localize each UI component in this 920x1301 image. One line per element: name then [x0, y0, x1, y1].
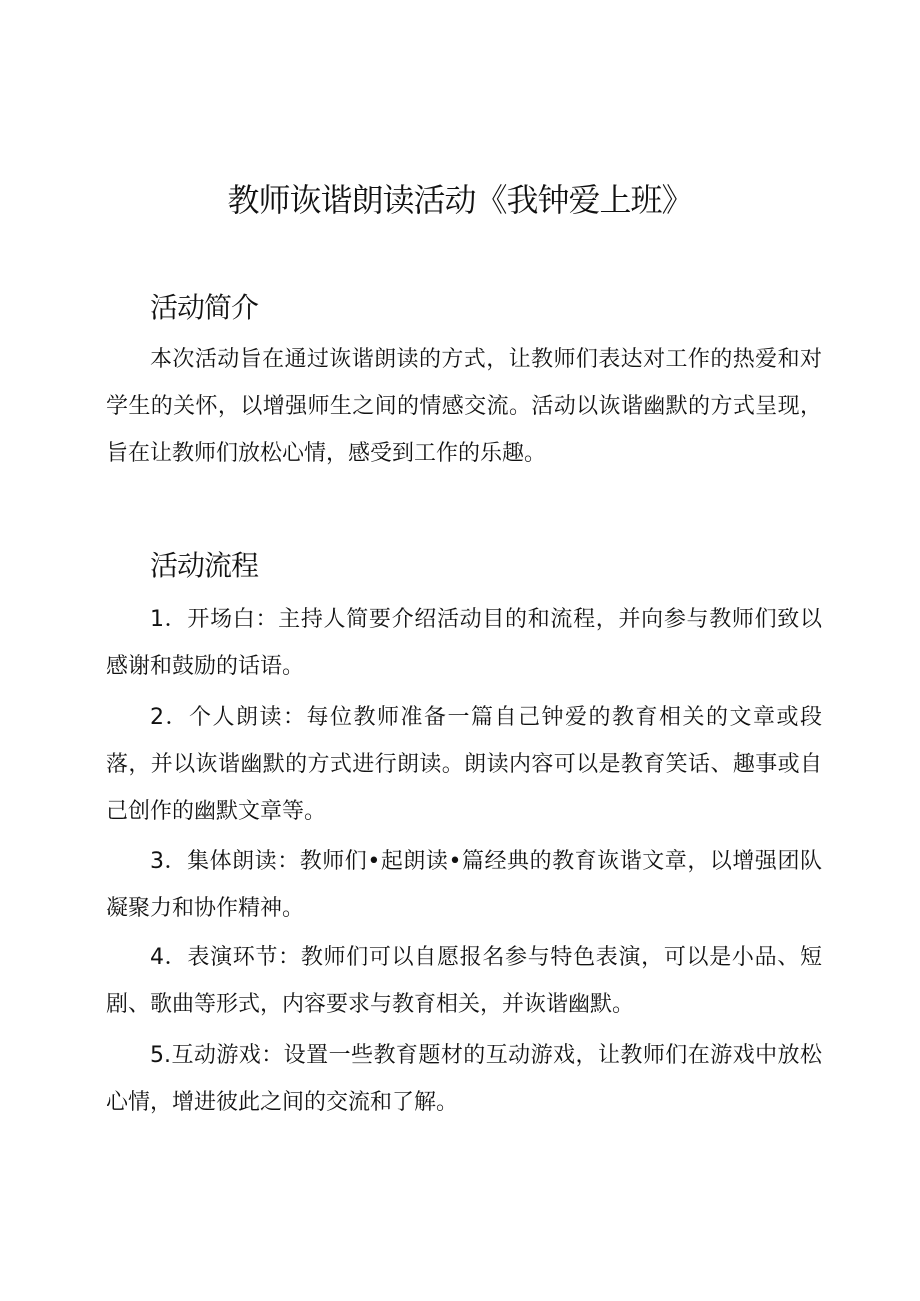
section-heading-intro: 活动简介	[150, 291, 259, 324]
process-item-2: 2．个人朗读：每位教师准备一篇自己钟爱的教育相关的文章或段落，并以诙谐幽默的方式进行朗读。朗读内容可以是教育笑话、趣事或自己创作的幽默文章等。	[106, 705, 822, 824]
section-heading-process: 活动流程	[150, 549, 259, 582]
intro-paragraph: 本次活动旨在通过诙谐朗读的方式，让教师们表达对工作的热爱和对学生的关怀，以增强师生之间的情感交流。活动以诙谐幽默的方式呈现，旨在让教师们放松心情，感受到工作的乐趣。	[106, 347, 822, 466]
document-title: 教师诙谐朗读活动《我钟爱上班》	[227, 181, 693, 219]
process-item-3: 3．集体朗读：教师们•起朗读•篇经典的教育诙谐文章，以增强团队凝聚力和协作精神。	[106, 849, 822, 921]
process-item-4: 4．表演环节：教师们可以自愿报名参与特色表演，可以是小品、短剧、歌曲等形式，内容要求与教育相关，并诙谐幽默。	[106, 945, 822, 1017]
process-item-1: 1．开场白：主持人简要介绍活动目的和流程，并向参与教师们致以感谢和鼓励的话语。	[106, 607, 822, 679]
process-item-5: 5.互动游戏：设置一些教育题材的互动游戏，让教师们在游戏中放松心情，增进彼此之间的交流和了解。	[106, 1043, 822, 1115]
